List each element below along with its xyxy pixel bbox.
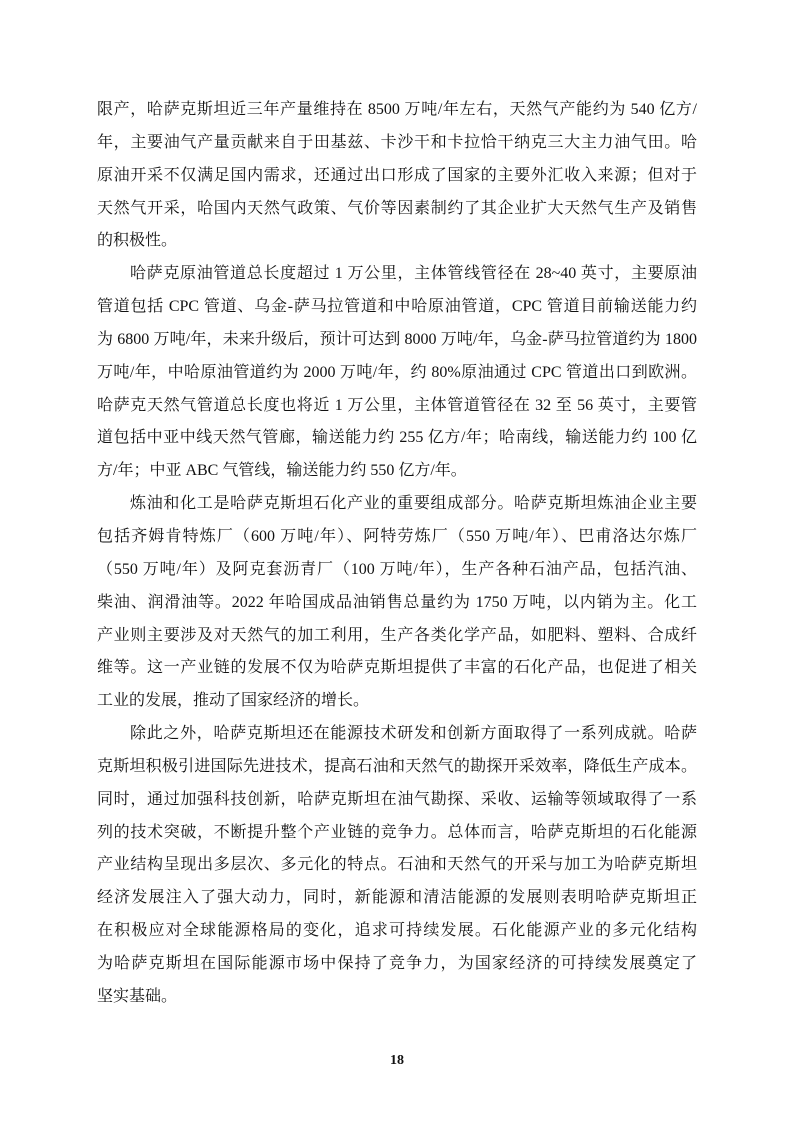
text-line: 产业结构呈现出多层次、多元化的特点。石油和天然气的开采与加工为哈萨克斯坦 (97, 856, 697, 874)
text-line: 管道包括 CPC 管道、乌金-萨马拉管道和中哈原油管道，CPC 管道目前输送能力约 (97, 298, 697, 316)
text-line: 的积极性。 (97, 232, 178, 250)
text-line: 道包括中亚中线天然气管廊，输送能力约 255 亿方/年；哈南线，输送能力约 100 亿 (97, 429, 697, 447)
text-line: 哈萨克天然气管道总长度也将近 1 万公里，主体管道管径在 32 至 56 英寸，主要管 (97, 396, 697, 414)
text-line: 哈萨克原油管道总长度超过 1 万公里，主体管线管径在 28~40 英寸，主要原油 (130, 265, 697, 283)
text-line: 列的技术突破，不断提升整个产业链的竞争力。总体而言，哈萨克斯坦的石化能源 (97, 823, 697, 841)
text-line: 万吨/年，中哈原油管道约为 2000 万吨/年，约 80%原油通过 CPC 管道出口到欧洲。 (97, 363, 697, 381)
text-line: 方/年；中亚 ABC 气管线，输送能力约 550 亿方/年。 (97, 462, 467, 480)
paragraph-3 (97, 488, 697, 718)
text-line: 柴油、润滑油等。2022 年哈国成品油销售总量约为 1750 万吨，以内销为主。化工 (97, 593, 697, 611)
paragraph-1 (97, 94, 697, 258)
text-line: 产业则主要涉及对天然气的加工利用，生产各类化学产品，如肥料、塑料、合成纤 (97, 626, 697, 644)
text-line: （550 万吨/年）及阿克套沥青厂（100 万吨/年），生产各种石油产品，包括汽油、 (97, 560, 697, 578)
text-line: 克斯坦积极引进国际先进技术，提高石油和天然气的勘探开采效率，降低生产成本。 (97, 757, 697, 775)
text-line: 除此之外，哈萨克斯坦还在能源技术研发和创新方面取得了一系列成就。哈萨 (130, 725, 697, 743)
text-line: 包括齐姆肯特炼厂（600 万吨/年）、阿特劳炼厂（550 万吨/年）、巴甫洛达尔炼厂 (97, 527, 697, 545)
text-line: 为 6800 万吨/年，未来升级后，预计可达到 8000 万吨/年，乌金-萨马拉管道约为 1800 (97, 330, 697, 348)
text-line: 天然气开采，哈国内天然气政策、气价等因素制约了其企业扩大天然气生产及销售 (97, 199, 697, 217)
text-line: 限产，哈萨克斯坦近三年产量维持在 8500 万吨/年左右，天然气产能约为 540 亿方/ (97, 101, 697, 118)
text-line: 维等。这一产业链的发展不仅为哈萨克斯坦提供了丰富的石化产品，也促进了相关 (97, 659, 697, 677)
text-line: 炼油和化工是哈萨克斯坦石化产业的重要组成部分。哈萨克斯坦炼油企业主要 (130, 495, 697, 513)
page-number: 18 (390, 1053, 404, 1068)
text-line: 坚实基础。 (97, 987, 178, 1005)
text-line: 经济发展注入了强大动力，同时，新能源和清洁能源的发展则表明哈萨克斯坦正 (97, 889, 697, 907)
text-line: 在积极应对全球能源格局的变化，追求可持续发展。石化能源产业的多元化结构 (97, 922, 697, 940)
text-line: 原油开采不仅满足国内需求，还通过出口形成了国家的主要外汇收入来源；但对于 (97, 166, 697, 184)
text-line: 同时，通过加强科技创新，哈萨克斯坦在油气勘探、采收、运输等领域取得了一系 (97, 790, 697, 808)
paragraph-2 (97, 258, 697, 488)
text-line: 为哈萨克斯坦在国际能源市场中保持了竞争力，为国家经济的可持续发展奠定了 (97, 954, 697, 972)
text-line: 工业的发展，推动了国家经济的增长。 (97, 692, 370, 710)
body-text (97, 94, 697, 1014)
text-line: 年，主要油气产量贡献来自于田基兹、卡沙干和卡拉恰干纳克三大主力油气田。哈 (97, 133, 697, 151)
paragraph-4 (97, 718, 697, 1014)
